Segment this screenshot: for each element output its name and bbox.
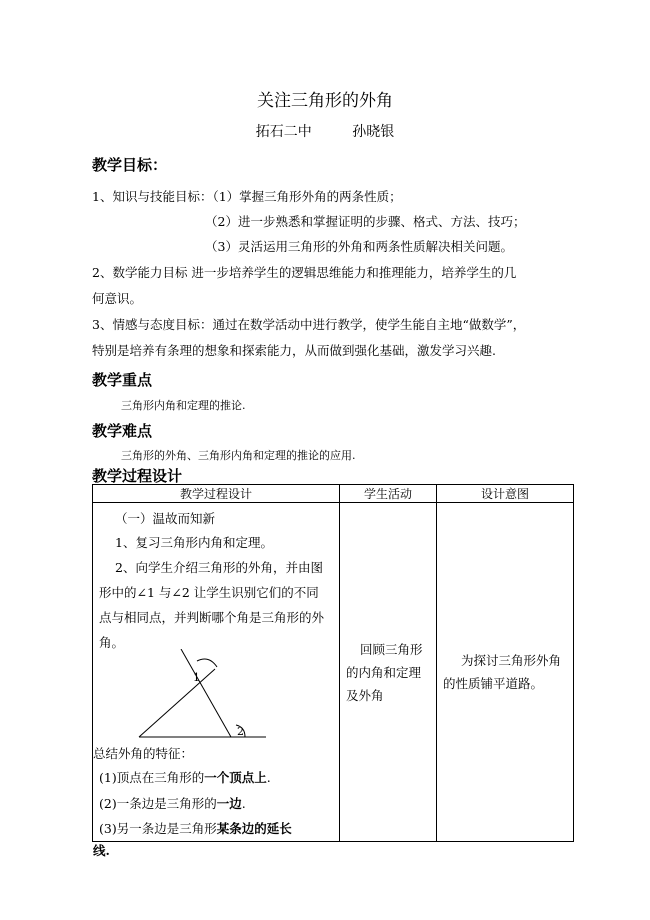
- goal-2-line1: 2、数学能力目标 进一步培养学生的逻辑思维能力和推理能力，培养学生的几: [92, 265, 517, 280]
- page-title: 关注三角形的外角: [257, 91, 393, 111]
- goal-1-b: （2）进一步熟悉和掌握证明的步骤、格式、方法、技巧；: [205, 214, 526, 229]
- table-header-row: [93, 485, 574, 503]
- student-activity-cell: [340, 503, 437, 842]
- table-row: [93, 503, 574, 842]
- process-line: 角。: [99, 635, 125, 650]
- feature-1-emphasis: 一个顶点上: [204, 770, 267, 785]
- key-point-heading: 教学重点: [92, 371, 153, 389]
- student-activity-text: 回顾三角形的内角和定理及外角: [346, 641, 423, 703]
- feature-3-end: .: [105, 843, 110, 858]
- angle-2-label: 2: [237, 725, 244, 738]
- author-line: [0, 121, 650, 141]
- feature-2-emphasis: 一边: [216, 796, 242, 811]
- process-line: 1、复习三角形内角和定理。: [115, 535, 273, 550]
- feature-1-end: .: [266, 770, 271, 785]
- design-intent-cell: [437, 503, 574, 842]
- feature-3-continued: [93, 841, 110, 859]
- goal-1-line: [92, 187, 402, 205]
- process-heading: 教学过程设计: [92, 467, 183, 485]
- design-intent-text: 为探讨三角形外角的性质铺平道路。: [443, 653, 562, 691]
- feature-3-emphasis-cont: 线: [93, 843, 106, 858]
- feature-2-end: .: [241, 796, 246, 811]
- feature-3-text: (3)另一条边是三角形: [99, 821, 217, 836]
- goal-1-c: （3）灵活运用三角形的外角和两条性质解决相关问题。: [205, 239, 513, 254]
- key-point-text: 三角形内角和定理的推论.: [121, 399, 246, 412]
- summary-heading: 总结外角的特征：: [93, 746, 194, 761]
- angle-1-label: 1: [193, 671, 200, 684]
- feature-3: [99, 819, 292, 837]
- author-school: 拓石二中: [255, 124, 312, 140]
- feature-1-text: (1)顶点在三角形的: [99, 770, 205, 785]
- angle-1-arc: [197, 659, 217, 667]
- process-table: [92, 484, 574, 858]
- column-header: 设计意图: [437, 485, 574, 503]
- goals-heading: 教学目标：: [92, 156, 168, 174]
- goal-1-label: 1、知识与技能目标：: [92, 189, 213, 204]
- feature-1: [99, 768, 271, 786]
- process-line: 点与相同点，并判断哪个角是三角形的外: [99, 610, 325, 625]
- goal-1-a: （1）掌握三角形外角的两条性质；: [212, 189, 402, 204]
- process-line: 形中的∠1 与∠2 让学生识别它们的不同: [99, 585, 319, 600]
- feature-2-text: (2)一条边是三角形的: [99, 796, 217, 811]
- goal-2-line2: 何意识。: [92, 291, 143, 306]
- triangle-exterior-angle-figure: [133, 649, 273, 741]
- column-header: 教学过程设计: [93, 485, 340, 503]
- process-line: （一）温故而知新: [115, 511, 216, 526]
- triangle-side: [139, 669, 215, 737]
- author-name: 孙晓银: [352, 124, 395, 140]
- difficulty-text: 三角形的外角、三角形内角和定理的推论的应用.: [121, 449, 356, 462]
- feature-3-emphasis: 某条边的延长: [216, 821, 292, 836]
- feature-2: [99, 794, 246, 812]
- goal-3-line1: 3、情感与态度目标：通过在数学活动中进行教学，使学生能自主地“做数学”，: [92, 317, 526, 332]
- column-header: 学生活动: [340, 485, 437, 503]
- difficulty-heading: 教学难点: [92, 422, 153, 440]
- process-line: 2、向学生介绍三角形的外角，并由图: [115, 560, 323, 575]
- process-cell: [93, 503, 340, 858]
- goal-3-line2: 特别是培养有条理的想象和探索能力，从而做到强化基础，激发学习兴趣.: [92, 343, 496, 358]
